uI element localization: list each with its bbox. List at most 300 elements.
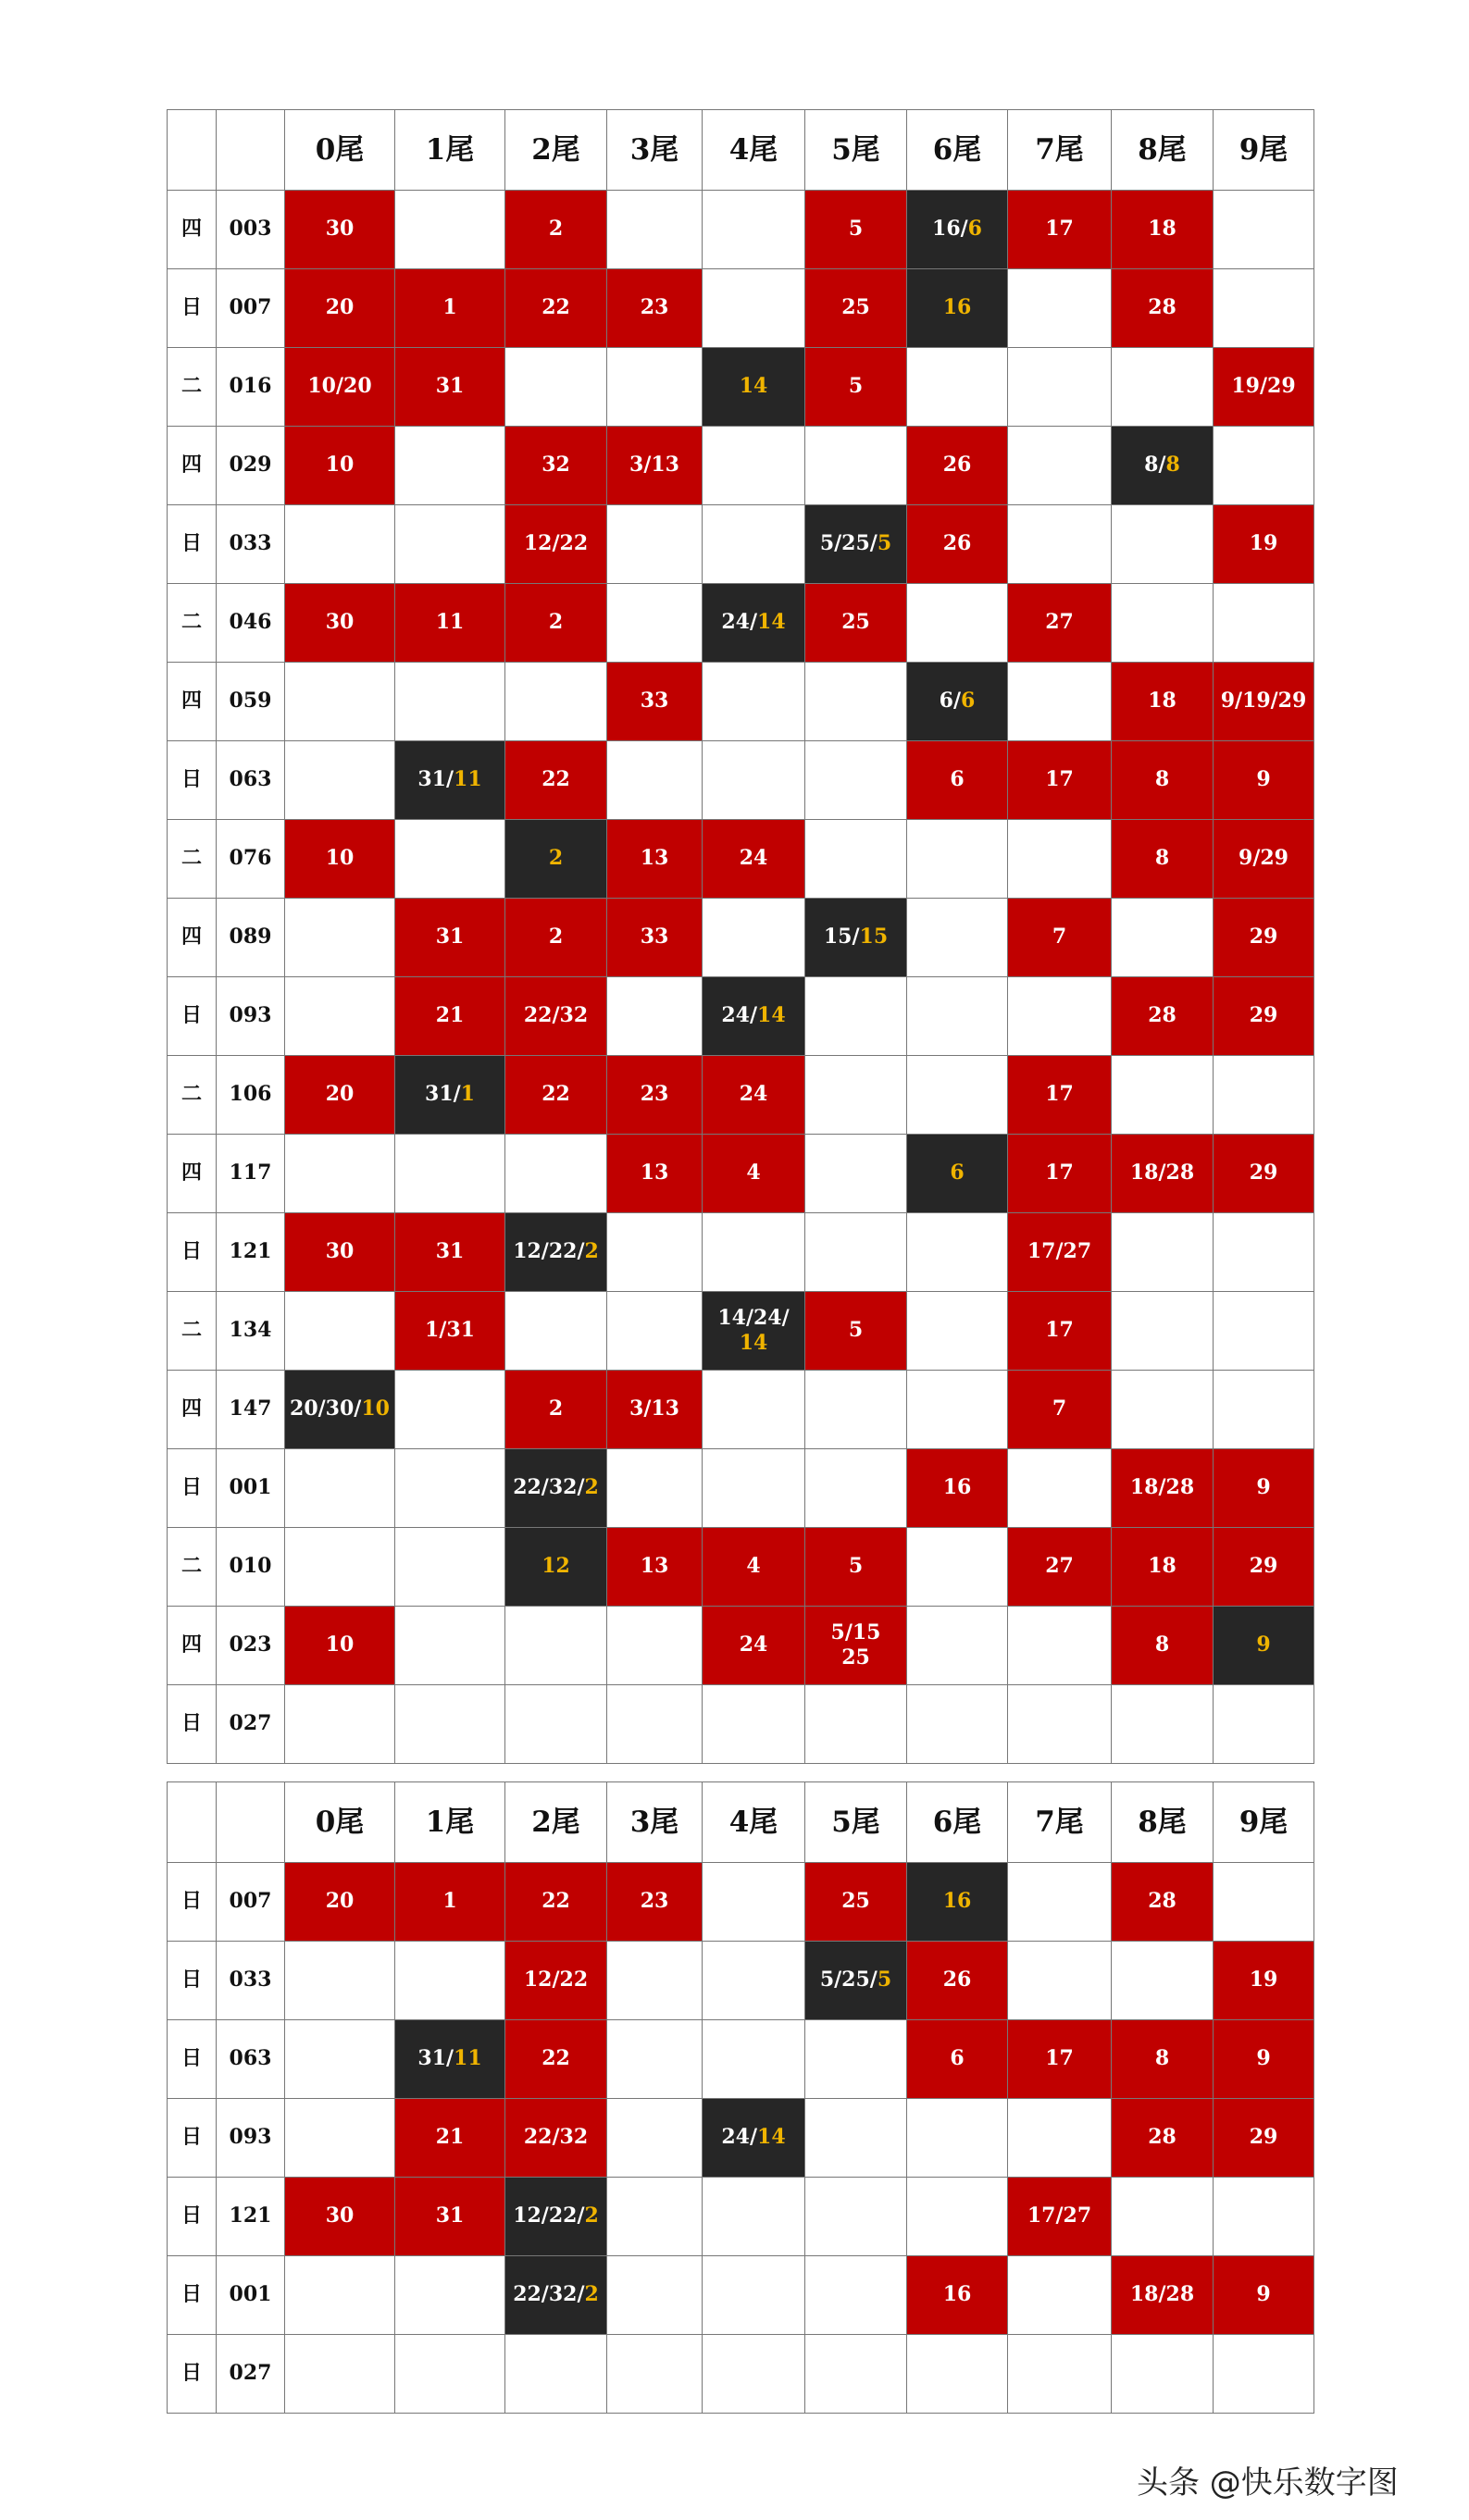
tail-cell	[1214, 1685, 1314, 1764]
header-row	[168, 1782, 1314, 1863]
tail-cell	[907, 899, 1008, 977]
number-text: 31	[435, 2203, 465, 2228]
tail-cell	[805, 2099, 907, 2178]
tail-cell	[703, 899, 805, 977]
table-row	[168, 1449, 1314, 1528]
table-row	[168, 1607, 1314, 1685]
issue-number-cell: 033	[217, 1942, 285, 2020]
number-text: 22/32	[523, 2125, 589, 2150]
number-text: 19	[1249, 1968, 1278, 1992]
number-text: 12/22	[523, 1968, 589, 1992]
tail-cell	[1008, 820, 1112, 899]
number-text: 24	[739, 1082, 768, 1107]
tail-cell	[805, 584, 907, 663]
weekday-cell: 日	[168, 2335, 217, 2414]
number-text: 12/22	[523, 531, 589, 556]
tail-cell	[1112, 2178, 1214, 2256]
number-text: 23	[640, 295, 669, 320]
tail-cell	[607, 1942, 703, 2020]
weekday-cell: 日	[168, 269, 217, 348]
tail-number-table-main	[167, 109, 1314, 1764]
number-text: 1/31	[425, 1318, 475, 1343]
tail-cell	[805, 1292, 907, 1371]
number-text: 9/29	[1239, 846, 1288, 871]
number-text: 2	[548, 610, 564, 635]
tail-cell	[505, 2335, 607, 2414]
highlight-number: 6	[961, 689, 976, 714]
table-row	[168, 1371, 1314, 1449]
tail-cell	[395, 505, 505, 584]
number-text: 8	[1154, 1632, 1170, 1657]
tail-cell	[703, 1528, 805, 1607]
number-text: 12/22/	[513, 2203, 585, 2228]
tail-cell	[907, 1607, 1008, 1685]
issue-number-cell: 063	[217, 2020, 285, 2099]
number-text: 25	[841, 1889, 870, 1914]
tail-cell	[1214, 663, 1314, 741]
tail-cell	[1112, 977, 1214, 1056]
tail-cell	[703, 820, 805, 899]
weekday-cell: 日	[168, 1449, 217, 1528]
tail-cell	[703, 741, 805, 820]
highlight-number: 15	[859, 925, 889, 950]
tail-cell	[505, 191, 607, 269]
table-row	[168, 584, 1314, 663]
weekday-cell: 二	[168, 820, 217, 899]
tail-cell	[703, 2020, 805, 2099]
number-text: 20	[325, 1082, 355, 1107]
tail-cell	[1112, 1863, 1214, 1942]
tail-cell	[907, 977, 1008, 1056]
weekday-cell: 二	[168, 348, 217, 427]
weekday-cell: 四	[168, 191, 217, 269]
tail-cell	[505, 269, 607, 348]
number-text: 31/	[417, 2046, 454, 2071]
highlight-number: 2	[584, 2282, 599, 2307]
number-text: 1	[442, 295, 457, 320]
highlight-number: 16	[942, 295, 972, 320]
tail-cell	[1214, 191, 1314, 269]
table-row	[168, 1213, 1314, 1292]
tail-cell	[703, 2099, 805, 2178]
tail-cell	[395, 1135, 505, 1213]
tail-cell	[505, 1685, 607, 1764]
tail-cell	[907, 1863, 1008, 1942]
tail-cell	[1008, 741, 1112, 820]
highlight-number: 6	[967, 217, 982, 242]
issue-number-cell: 046	[217, 584, 285, 663]
tail-cell	[907, 427, 1008, 505]
column-header: 5尾	[805, 110, 907, 191]
tail-cell	[1008, 1135, 1112, 1213]
tail-cell	[285, 584, 395, 663]
tail-cell	[1214, 427, 1314, 505]
header-blank-cell	[168, 110, 217, 191]
tail-cell	[607, 1607, 703, 1685]
issue-number-cell: 003	[217, 191, 285, 269]
tail-cell	[1214, 1135, 1314, 1213]
tail-cell	[907, 820, 1008, 899]
column-header: 1尾	[395, 1782, 505, 1863]
tail-cell	[1008, 191, 1112, 269]
tail-cell	[1112, 1292, 1214, 1371]
tail-cell	[907, 2256, 1008, 2335]
issue-number-cell: 033	[217, 505, 285, 584]
tail-cell	[505, 584, 607, 663]
tail-cell	[607, 1292, 703, 1371]
number-text: 25	[841, 610, 870, 635]
number-text: 31	[435, 1239, 465, 1264]
tail-cell	[505, 1942, 607, 2020]
tail-cell	[1008, 269, 1112, 348]
number-text: 24	[739, 1632, 768, 1657]
tail-cell	[607, 1056, 703, 1135]
issue-number-cell: 029	[217, 427, 285, 505]
tail-cell	[285, 427, 395, 505]
tail-cell	[285, 2335, 395, 2414]
tail-cell	[1112, 1371, 1214, 1449]
table-row	[168, 505, 1314, 584]
tail-cell	[285, 2020, 395, 2099]
tail-cell	[285, 1607, 395, 1685]
tail-cell	[1214, 977, 1314, 1056]
tail-cell	[1112, 1056, 1214, 1135]
tail-cell	[1008, 1607, 1112, 1685]
number-text: 20	[325, 295, 355, 320]
tail-cell	[505, 1292, 607, 1371]
tail-cell	[1008, 1528, 1112, 1607]
highlight-number: 14	[757, 2125, 786, 2150]
tail-cell	[285, 505, 395, 584]
issue-number-cell: 016	[217, 348, 285, 427]
number-text: 32	[542, 453, 570, 478]
weekday-cell: 日	[168, 741, 217, 820]
number-text: 22/32	[523, 1003, 589, 1028]
tail-cell	[395, 1292, 505, 1371]
number-text: 33	[640, 689, 669, 714]
tail-cell	[607, 269, 703, 348]
tail-cell	[285, 191, 395, 269]
tail-cell	[1008, 663, 1112, 741]
column-header: 6尾	[907, 110, 1008, 191]
number-text: 28	[1148, 1003, 1176, 1028]
number-text: 14/24/	[717, 1305, 790, 1330]
column-header: 0尾	[285, 1782, 395, 1863]
tail-cell	[285, 1135, 395, 1213]
table-row	[168, 269, 1314, 348]
weekday-cell: 日	[168, 1942, 217, 2020]
tail-cell	[805, 977, 907, 1056]
table-body	[168, 1782, 1314, 2414]
tail-cell	[1214, 269, 1314, 348]
table-row	[168, 899, 1314, 977]
tail-cell	[505, 663, 607, 741]
highlight-number: 14	[739, 374, 768, 399]
tail-cell	[1112, 1449, 1214, 1528]
number-text: 22	[542, 2046, 570, 2071]
number-text: 9/19/29	[1220, 689, 1307, 714]
number-text: 20/30/	[290, 1397, 362, 1421]
number-text: 28	[1148, 2125, 1176, 2150]
tail-cell	[1214, 899, 1314, 977]
tail-cell	[1214, 584, 1314, 663]
tail-cell	[805, 1685, 907, 1764]
tail-cell	[1112, 191, 1214, 269]
tail-cell	[395, 1685, 505, 1764]
tail-cell	[907, 1449, 1008, 1528]
highlight-number: 10	[361, 1397, 390, 1421]
column-header: 4尾	[703, 1782, 805, 1863]
highlight-number: 9	[1256, 1632, 1271, 1657]
tail-cell	[395, 2020, 505, 2099]
tail-cell	[703, 1685, 805, 1764]
tail-cell	[1112, 427, 1214, 505]
tail-cell	[505, 1528, 607, 1607]
tail-cell	[395, 1056, 505, 1135]
tail-cell	[607, 1213, 703, 1292]
tail-cell	[607, 1528, 703, 1607]
tail-cell	[703, 1135, 805, 1213]
tail-cell	[805, 505, 907, 584]
highlight-number: 8	[1165, 453, 1180, 478]
tail-cell	[505, 2178, 607, 2256]
highlight-number: 1	[460, 1082, 475, 1107]
tail-cell	[607, 505, 703, 584]
tail-cell	[1214, 1449, 1314, 1528]
column-header: 2尾	[505, 110, 607, 191]
tail-cell	[285, 899, 395, 977]
number-text: 10	[325, 846, 355, 871]
weekday-cell: 二	[168, 1292, 217, 1371]
tail-cell	[285, 820, 395, 899]
number-text: 22	[542, 295, 570, 320]
tail-cell	[607, 2020, 703, 2099]
tail-cell	[607, 820, 703, 899]
tail-cell	[1008, 2020, 1112, 2099]
weekday-cell: 二	[168, 1056, 217, 1135]
tail-cell	[1214, 1056, 1314, 1135]
tail-number-table-sunday	[167, 1781, 1314, 2414]
tail-cell	[703, 427, 805, 505]
tail-cell	[703, 977, 805, 1056]
tail-cell	[1112, 269, 1214, 348]
number-text: 13	[640, 846, 669, 871]
table-row	[168, 348, 1314, 427]
tail-cell	[285, 348, 395, 427]
number-text: 24/	[721, 1003, 758, 1028]
tail-cell	[505, 1056, 607, 1135]
table-body	[168, 110, 1314, 1764]
weekday-cell: 日	[168, 505, 217, 584]
number-text: 30	[325, 610, 355, 635]
tail-cell	[285, 1371, 395, 1449]
number-text: 17	[1045, 1082, 1074, 1107]
table-row	[168, 977, 1314, 1056]
number-text: 5	[848, 1554, 864, 1579]
number-text: 5/15	[830, 1620, 881, 1645]
tail-cell	[395, 1863, 505, 1942]
weekday-cell: 四	[168, 663, 217, 741]
column-header: 6尾	[907, 1782, 1008, 1863]
tail-cell	[703, 1449, 805, 1528]
tail-cell	[805, 2020, 907, 2099]
weekday-cell: 日	[168, 1863, 217, 1942]
number-text: 13	[640, 1554, 669, 1579]
table-row	[168, 2335, 1314, 2414]
tail-cell	[907, 1685, 1008, 1764]
tail-cell	[1008, 1371, 1112, 1449]
tail-cell	[505, 1863, 607, 1942]
tail-cell	[1008, 1213, 1112, 1292]
tail-cell	[1214, 820, 1314, 899]
tail-cell	[1112, 663, 1214, 741]
number-text: 33	[640, 925, 669, 950]
number-text: 5	[848, 217, 864, 242]
column-header: 5尾	[805, 1782, 907, 1863]
column-header: 7尾	[1008, 110, 1112, 191]
tail-cell	[395, 820, 505, 899]
tail-cell	[1214, 1292, 1314, 1371]
number-text: 10	[325, 453, 355, 478]
tail-cell	[703, 1371, 805, 1449]
tail-cell	[703, 584, 805, 663]
tail-cell	[285, 1056, 395, 1135]
tail-cell	[395, 1449, 505, 1528]
tail-cell	[907, 1371, 1008, 1449]
tail-cell	[805, 820, 907, 899]
number-text: 24	[739, 846, 768, 871]
tail-cell	[285, 2178, 395, 2256]
number-text: 8/	[1144, 453, 1166, 478]
weekday-cell: 日	[168, 977, 217, 1056]
tail-cell	[1008, 348, 1112, 427]
number-text: 17	[1045, 1161, 1074, 1186]
tail-cell	[395, 663, 505, 741]
number-text: 9	[1256, 2282, 1271, 2307]
table-row	[168, 2099, 1314, 2178]
number-text: 5/25/	[819, 531, 878, 556]
number-text: 3/13	[629, 453, 679, 478]
number-text: 16	[942, 2282, 972, 2307]
number-text: 17/27	[1027, 1239, 1092, 1264]
number-text: 18	[1148, 1554, 1176, 1579]
tail-cell	[703, 2256, 805, 2335]
weekday-cell: 四	[168, 899, 217, 977]
tail-cell	[907, 1135, 1008, 1213]
tail-cell	[805, 899, 907, 977]
issue-number-cell: 010	[217, 1528, 285, 1607]
number-text: 8	[1154, 767, 1170, 792]
tail-cell	[907, 584, 1008, 663]
tail-cell	[285, 269, 395, 348]
issue-number-cell: 027	[217, 2335, 285, 2414]
tail-cell	[1112, 1213, 1214, 1292]
highlight-number: 14	[757, 610, 786, 635]
tail-cell	[703, 1292, 805, 1371]
column-header: 2尾	[505, 1782, 607, 1863]
tail-cell	[505, 1213, 607, 1292]
tail-cell	[907, 741, 1008, 820]
tail-cell	[505, 348, 607, 427]
highlight-number: 16	[942, 1889, 972, 1914]
number-text: 5	[848, 374, 864, 399]
tail-cell	[907, 2335, 1008, 2414]
number-text: 16/	[932, 217, 968, 242]
tail-cell	[395, 1528, 505, 1607]
tail-cell	[395, 899, 505, 977]
issue-number-cell: 076	[217, 820, 285, 899]
weekday-cell: 四	[168, 427, 217, 505]
number-text: 21	[435, 2125, 465, 2150]
highlight-number: 14	[757, 1003, 786, 1028]
number-text: 2	[548, 1397, 564, 1421]
tail-cell	[805, 1135, 907, 1213]
column-header: 9尾	[1214, 110, 1314, 191]
tail-cell	[1214, 505, 1314, 584]
number-text: 30	[325, 1239, 355, 1264]
number-text: 6/	[939, 689, 962, 714]
weekday-cell: 日	[168, 1685, 217, 1764]
number-text: 26	[942, 1968, 972, 1992]
tail-cell	[505, 1135, 607, 1213]
number-text: 17	[1045, 767, 1074, 792]
column-header: 0尾	[285, 110, 395, 191]
tail-cell	[1008, 1292, 1112, 1371]
tail-cell	[805, 1863, 907, 1942]
tail-cell	[1214, 1371, 1314, 1449]
number-text: 18/28	[1129, 2282, 1195, 2307]
tail-cell	[1008, 1942, 1112, 2020]
issue-number-cell: 059	[217, 663, 285, 741]
tail-cell	[395, 1607, 505, 1685]
tail-cell	[285, 1449, 395, 1528]
tail-cell	[1112, 899, 1214, 977]
tail-cell	[395, 269, 505, 348]
tail-cell	[1008, 505, 1112, 584]
tail-cell	[1112, 2020, 1214, 2099]
tail-cell	[607, 899, 703, 977]
tail-cell	[607, 348, 703, 427]
highlight-number: 5	[877, 1968, 892, 1992]
number-text: 26	[942, 453, 972, 478]
tail-cell	[1214, 2099, 1314, 2178]
tail-cell	[285, 2099, 395, 2178]
tail-cell	[1112, 1528, 1214, 1607]
number-text: 25	[841, 1645, 870, 1670]
issue-number-cell: 117	[217, 1135, 285, 1213]
tail-cell	[703, 348, 805, 427]
number-text: 24/	[721, 610, 758, 635]
highlight-number: 2	[548, 846, 564, 871]
tail-cell	[505, 427, 607, 505]
number-text: 29	[1249, 925, 1278, 950]
issue-number-cell: 007	[217, 1863, 285, 1942]
number-text: 5	[848, 1318, 864, 1343]
tail-cell	[703, 191, 805, 269]
tail-cell	[505, 2020, 607, 2099]
column-header: 8尾	[1112, 110, 1214, 191]
table-row	[168, 1942, 1314, 2020]
tail-cell	[907, 2178, 1008, 2256]
number-text: 9	[1256, 767, 1271, 792]
number-text: 28	[1148, 295, 1176, 320]
tail-cell	[505, 2099, 607, 2178]
header-blank-cell	[217, 110, 285, 191]
tail-cell	[395, 1942, 505, 2020]
number-text: 21	[435, 1003, 465, 1028]
number-text: 17	[1045, 217, 1074, 242]
table-row	[168, 1056, 1314, 1135]
